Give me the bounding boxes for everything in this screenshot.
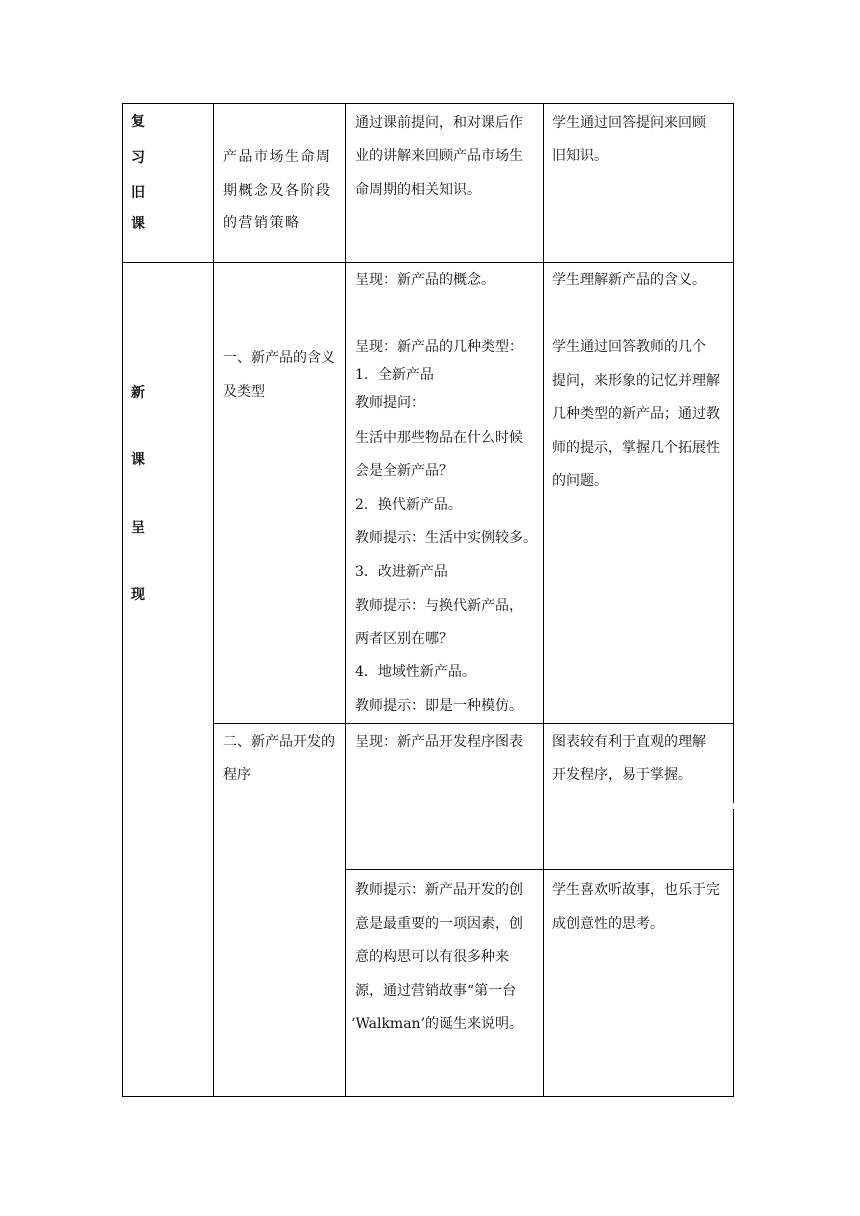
text-line: 教师提示：即是一种模仿。 — [355, 698, 523, 714]
text-line: 教师提示：与换代新产品， — [355, 598, 523, 614]
text-line: 提问，来形象的记忆并理解 — [552, 373, 720, 389]
text-line: 会是全新产品？ — [355, 463, 453, 479]
text-line: 教师提示：新产品开发的创 — [355, 882, 523, 898]
text-line: 两者区别在哪？ — [355, 631, 453, 647]
text-line: 意是最重要的一项因素，创 — [355, 916, 523, 932]
table-row-divider — [345, 869, 734, 870]
text-line: 及类型 — [223, 384, 265, 400]
new-lesson-label-char: 现 — [131, 587, 145, 603]
text-line: 业的讲解来回顾产品市场生 — [355, 148, 523, 164]
text-line: 师的提示，掌握几个拓展性 — [552, 440, 720, 456]
text-line: 学生喜欢听故事，也乐于完 — [552, 882, 720, 898]
table-col-divider — [345, 103, 346, 1097]
text-line: 旧知识。 — [552, 148, 608, 164]
text-line: 几种类型的新产品；通过教 — [552, 406, 720, 422]
table-col-divider — [213, 103, 214, 1097]
table-border-right — [733, 103, 734, 803]
text-line: 1．全新产品 — [355, 367, 434, 383]
text-line: 产品市场生命周 — [223, 149, 332, 165]
text-line: 教师提示：生活中实例较多。 — [355, 530, 537, 546]
table-border-left — [122, 103, 123, 1097]
new-lesson-label-char: 课 — [131, 452, 145, 468]
text-line: 教师提问： — [355, 395, 425, 411]
review-label-char: 复 — [131, 114, 145, 130]
text-line: ‘Walkman’的诞生来说明。 — [351, 1016, 524, 1032]
text-line: 呈现：新产品的几种类型： — [355, 339, 523, 355]
text-line: 学生理解新产品的含义。 — [552, 272, 706, 288]
text-line: 意的构思可以有很多种来 — [355, 949, 509, 965]
text-line: 二、新产品开发的 — [223, 734, 335, 750]
text-line: 生活中那些物品在什么时候 — [355, 430, 523, 446]
text-line: 学生通过回答教师的几个 — [552, 339, 706, 355]
text-line: 呈现：新产品开发程序图表 — [355, 734, 523, 750]
table-row-divider — [213, 723, 734, 724]
text-line: 呈现：新产品的概念。 — [355, 272, 495, 288]
text-line: 4．地域性新产品。 — [355, 664, 476, 680]
text-line: 一、新产品的含义 — [223, 350, 335, 366]
text-line: 开发程序，易于掌握。 — [552, 767, 692, 783]
text-line: 3．改进新产品 — [355, 564, 448, 580]
text-line: 期概念及各阶段 — [223, 183, 332, 199]
text-line: 命周期的相关知识。 — [355, 182, 481, 198]
new-lesson-label-char: 新 — [131, 385, 145, 401]
review-label-char: 课 — [131, 216, 145, 232]
text-line: 学生通过回答提问来回顾 — [552, 115, 706, 131]
text-line: 图表较有利于直观的理解 — [552, 734, 706, 750]
review-label-char: 旧 — [131, 185, 145, 201]
text-line: 通过课前提问，和对课后作 — [355, 115, 523, 131]
table-col-divider — [543, 103, 544, 1097]
text-line: 的营销策略 — [223, 215, 301, 231]
review-label-char: 习 — [131, 150, 145, 166]
text-line: 2．换代新产品。 — [355, 497, 462, 513]
text-line: 成创意性的思考。 — [552, 916, 664, 932]
text-line: 的问题。 — [552, 473, 608, 489]
table-border-right — [733, 809, 734, 1097]
text-line: 源，通过营销故事“第一台 — [355, 983, 517, 999]
text-line: 程序 — [223, 767, 251, 783]
new-lesson-label-char: 呈 — [131, 520, 145, 536]
